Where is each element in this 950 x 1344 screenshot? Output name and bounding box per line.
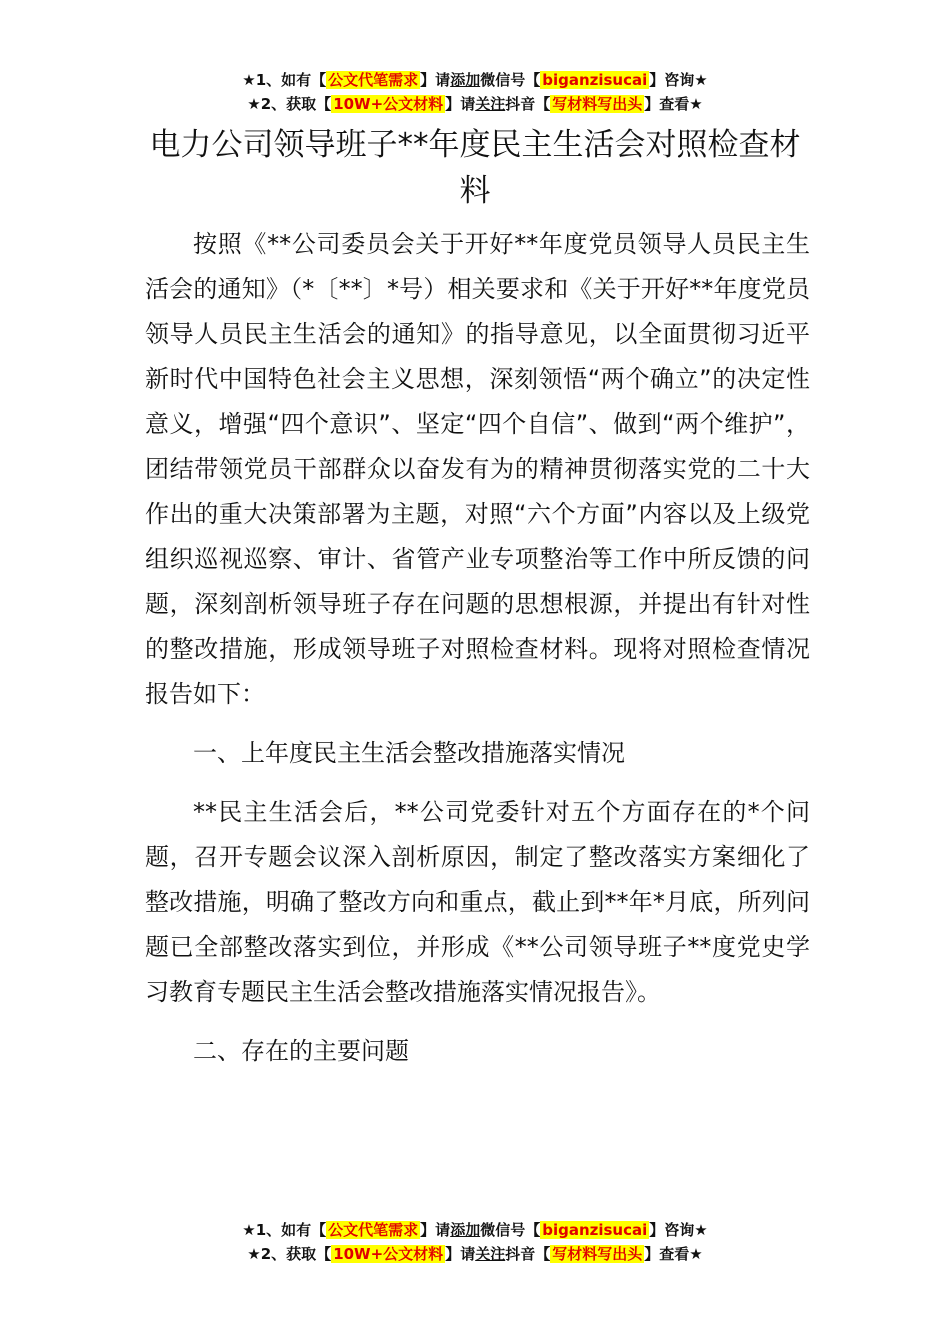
highlight-materials: 10W+公文材料	[333, 1245, 444, 1263]
section-1-paragraph: **民主生活会后，**公司党委针对五个方面存在的*个问题，召开专题会议深入剖析原因，制定了整改落实方案细化了整改措施，明确了整改方向和重点，截止到**年*月底，所列问题已全部整改落实到位，并形成《**公司领导班子**度党史学习教育专题民主生活会整改措施落实情况报告》。	[145, 798, 810, 1006]
highlight-douyin: 写材料写出头	[552, 1245, 643, 1263]
highlight-wechat-id: biganzisucai	[542, 71, 648, 89]
section-heading-1: 一、上年度民主生活会整改措施落实情况	[193, 739, 625, 767]
highlight-wechat-id: biganzisucai	[542, 1221, 648, 1239]
header-banner	[0, 68, 950, 116]
footer-banner	[0, 1218, 950, 1266]
document-title: 电力公司领导班子**年度民主生活会对照检查材料	[149, 127, 801, 209]
section-heading-2: 二、存在的主要问题	[193, 1037, 409, 1065]
document-body	[145, 222, 810, 1074]
banner-line-2: ★2、获取【 10W+公文材料 】请关注抖音【 写材料写出头 】查看★	[247, 95, 703, 113]
highlight-ghostwriting: 公文代笔需求	[328, 1221, 419, 1239]
highlight-ghostwriting: 公文代笔需求	[328, 71, 419, 89]
intro-paragraph: 按照《**公司委员会关于开好**年度党员领导人员民主生活会的通知》（*〔**〕*号）相关要求和《关于开好**年度党员领导人员民主生活会的通知》的指导意见，以全面贯彻习近平新时代中国特色社会主义思想，深刻领悟“两个确立”的决定性意义，增强“四个意识”、坚定“四个自信”、做到“两个维护”，团结带领党员干部群众以奋发有为的精神贯彻落实党的二十大作出的重大决策部署为主题，对照“六个方面”内容以及上级党组织巡视巡察、审计、省管产业专项整治等工作中所反馈的问题，深刻剖析领导班子存在问题的思想根源，并提出有针对性的整改措施，形成领导班子对照检查材料。现将对照检查情况报告如下：	[145, 230, 810, 708]
banner-line-1: ★1、如有【 公文代笔需求 】请添加微信号【 biganzisucai 】咨询★	[242, 1221, 708, 1239]
highlight-materials: 10W+公文材料	[333, 95, 444, 113]
banner-line-1: ★1、如有【 公文代笔需求 】请添加微信号【 biganzisucai 】咨询★	[242, 71, 708, 89]
banner-line-2: ★2、获取【 10W+公文材料 】请关注抖音【 写材料写出头 】查看★	[247, 1245, 703, 1263]
highlight-douyin: 写材料写出头	[552, 95, 643, 113]
